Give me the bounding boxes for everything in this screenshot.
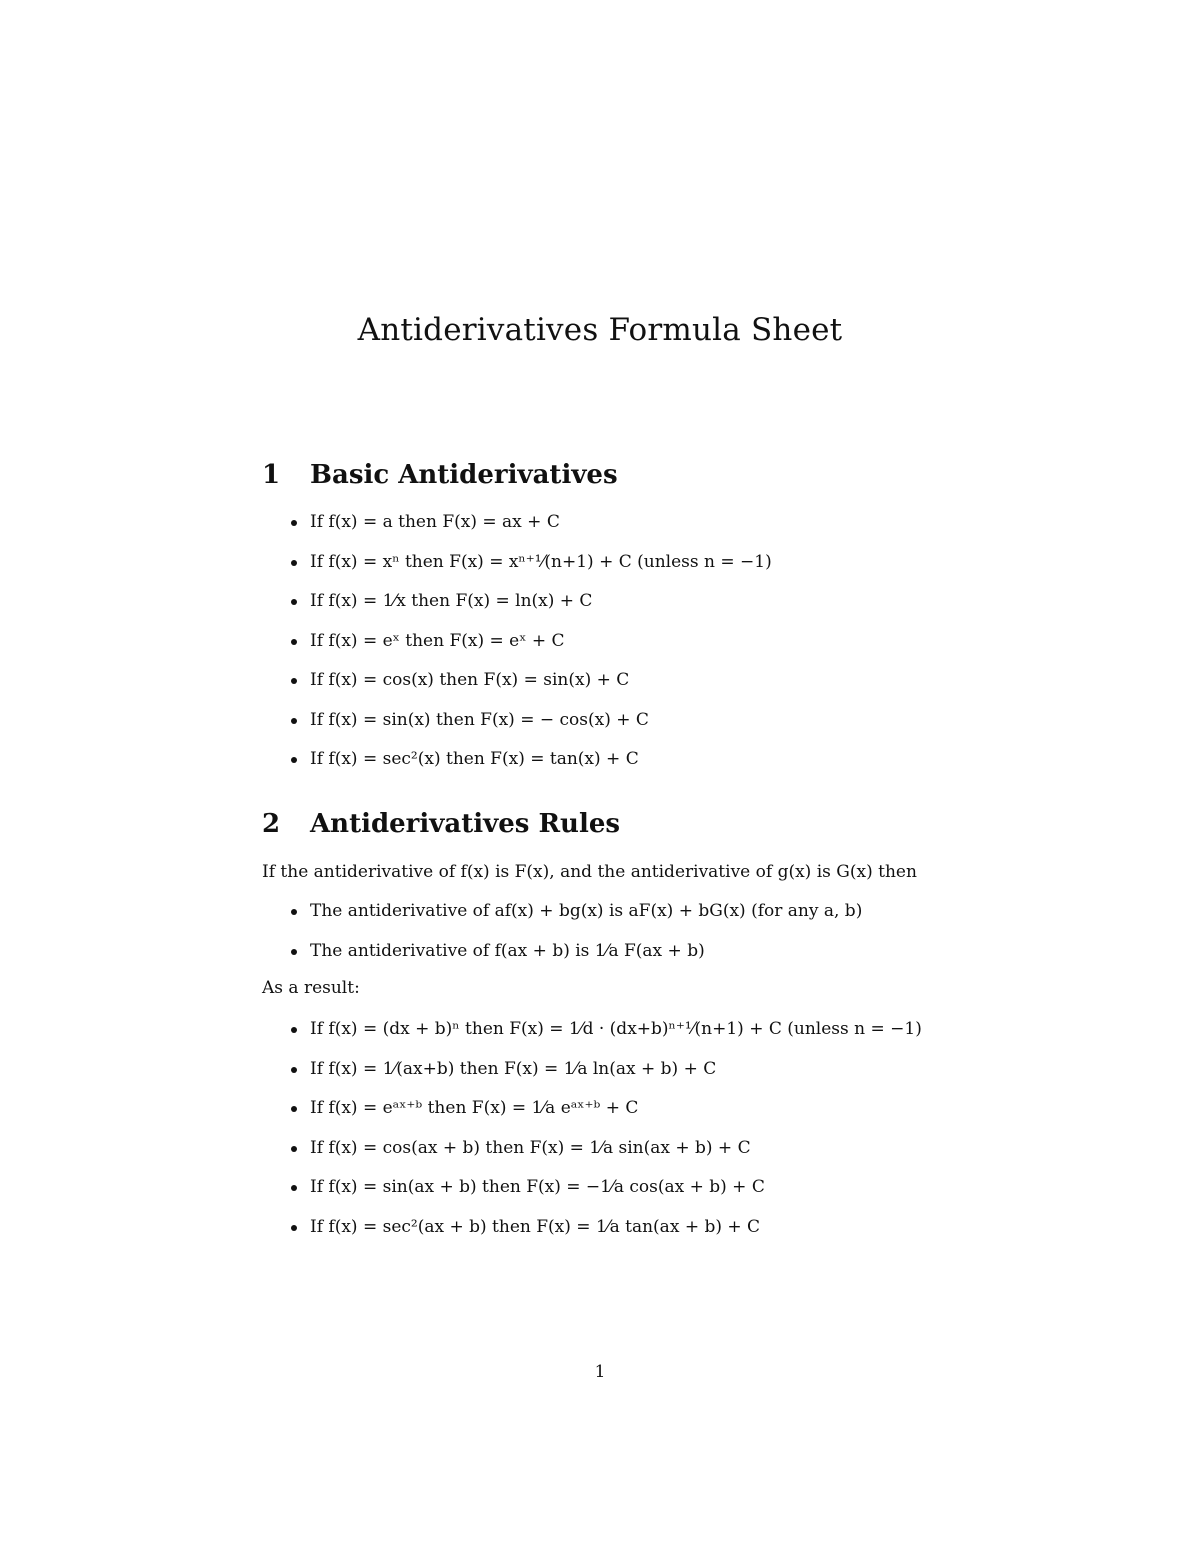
formula-text: If f(x) = cos(ax + b) then F(x) = 1⁄a sin(ax + b) + C xyxy=(310,1137,751,1158)
list-item xyxy=(288,701,772,741)
page-title: Antiderivatives Formula Sheet xyxy=(357,312,843,348)
list-item xyxy=(288,892,862,932)
list-item xyxy=(288,661,772,701)
formula-text: If f(x) = 1⁄x then F(x) = ln(x) + C xyxy=(310,591,593,611)
list-item xyxy=(288,1010,922,1050)
list-item xyxy=(288,1089,922,1129)
list-item xyxy=(288,622,772,662)
bullet-icon xyxy=(291,1185,297,1191)
formula-text: If f(x) = eᵃˣ⁺ᵇ then F(x) = 1⁄a eᵃˣ⁺ᵇ + C xyxy=(310,1098,639,1118)
formula-text: If f(x) = cos(x) then F(x) = sin(x) + C xyxy=(310,670,630,690)
formula-text: If f(x) = sin(ax + b) then F(x) = −1⁄a cos(ax + b) + C xyxy=(310,1177,765,1197)
list-item xyxy=(288,932,862,972)
list-item xyxy=(288,582,772,622)
rules-list xyxy=(288,892,862,971)
rule-text: The antiderivative of f(ax + b) is 1⁄a F(ax + b) xyxy=(310,940,705,961)
section-heading-basic xyxy=(262,460,618,490)
formula-text: If f(x) = 1⁄(ax+b) then F(x) = 1⁄a ln(ax + b) + C xyxy=(310,1058,717,1079)
page-number: 1 xyxy=(594,1362,606,1382)
section-heading-rules xyxy=(262,809,620,839)
formula-text: If f(x) = eˣ then F(x) = eˣ + C xyxy=(310,630,565,651)
bullet-icon xyxy=(291,678,297,684)
bullet-icon xyxy=(291,949,297,955)
bullet-icon xyxy=(291,1146,297,1152)
bullet-icon xyxy=(291,639,297,645)
bullet-icon xyxy=(291,1067,297,1073)
formula-text: If f(x) = sec²(x) then F(x) = tan(x) + C xyxy=(310,749,639,769)
list-item xyxy=(288,1208,922,1248)
list-item xyxy=(288,543,772,583)
list-item xyxy=(288,503,772,543)
formula-text: If f(x) = a then F(x) = ax + C xyxy=(310,512,560,532)
bullet-icon xyxy=(291,520,297,526)
section-title: Antiderivatives Rules xyxy=(310,809,621,839)
list-item xyxy=(288,1168,922,1208)
bullet-icon xyxy=(291,1027,297,1033)
section-title: Basic Antiderivatives xyxy=(310,460,618,490)
basic-antiderivatives-list xyxy=(288,503,772,780)
section-number: 1 xyxy=(262,460,281,490)
bullet-icon xyxy=(291,909,297,915)
list-item xyxy=(288,1129,922,1169)
rules-intro: If the antiderivative of f(x) is F(x), and the antiderivative of g(x) is G(x) then xyxy=(262,862,917,882)
bullet-icon xyxy=(291,560,297,566)
formula-text: If f(x) = sec²(ax + b) then F(x) = 1⁄a tan(ax + b) + C xyxy=(310,1216,761,1237)
result-label: As a result: xyxy=(262,978,360,998)
section-number: 2 xyxy=(262,809,281,839)
formula-text: If f(x) = xⁿ then F(x) = xⁿ⁺¹⁄(n+1) + C (unless n = −1) xyxy=(310,551,772,572)
rule-text: The antiderivative of af(x) + bg(x) is aF(x) + bG(x) (for any a, b) xyxy=(310,901,863,921)
bullet-icon xyxy=(291,599,297,605)
bullet-icon xyxy=(291,1106,297,1112)
formula-text: If f(x) = sin(x) then F(x) = − cos(x) + C xyxy=(310,709,649,730)
results-list xyxy=(288,1010,922,1247)
bullet-icon xyxy=(291,1225,297,1231)
list-item xyxy=(288,740,772,780)
bullet-icon xyxy=(291,757,297,763)
bullet-icon xyxy=(291,718,297,724)
list-item xyxy=(288,1050,922,1090)
formula-text: If f(x) = (dx + b)ⁿ then F(x) = 1⁄d · (dx+b)ⁿ⁺¹⁄(n+1) + C (unless n = −1) xyxy=(310,1019,922,1039)
